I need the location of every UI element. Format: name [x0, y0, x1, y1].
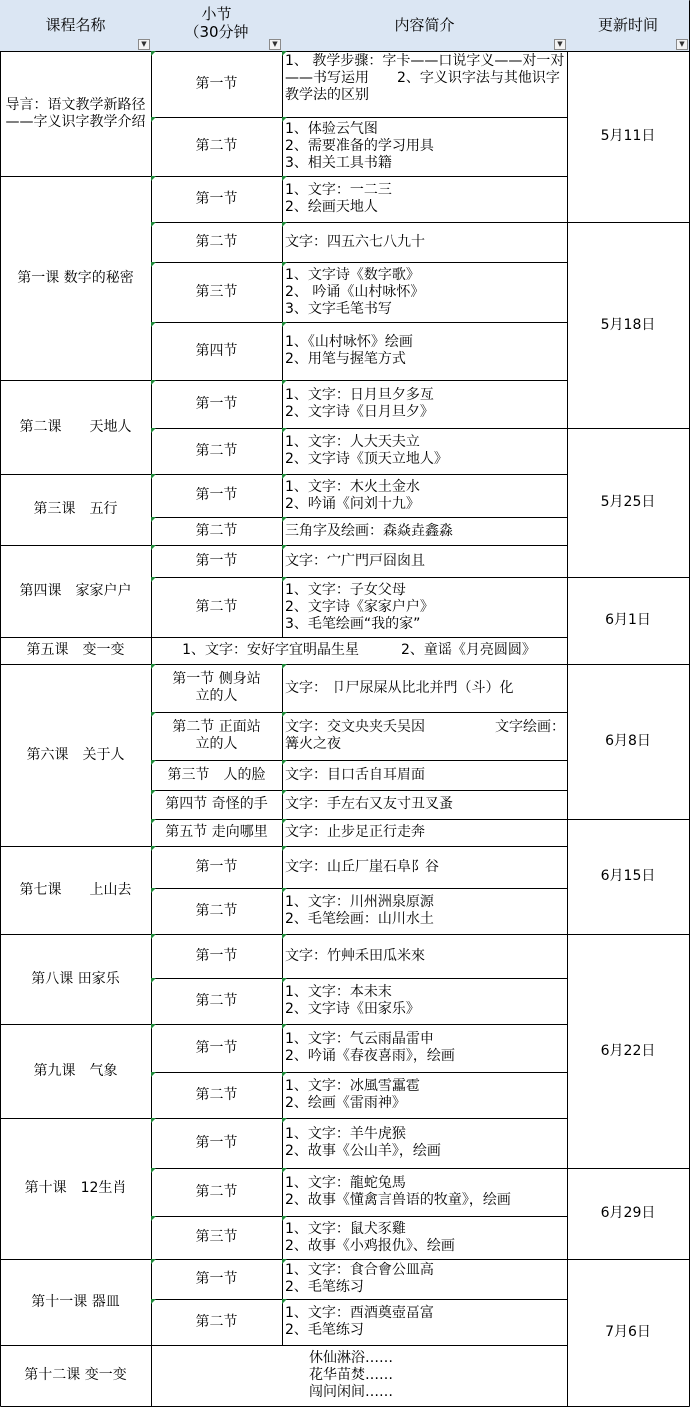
content-cell [282, 517, 567, 545]
section-cell [151, 380, 282, 428]
comment-marker-icon [151, 322, 156, 327]
comment-marker-icon [282, 51, 287, 56]
section-cell [151, 934, 282, 978]
content-cell [282, 1259, 567, 1299]
content-lines [182, 642, 536, 659]
content-line: 1、文字：子女父母 [285, 581, 406, 598]
content-line: 2、故事《懂禽言兽语的牧童》，绘画 [285, 1192, 511, 1208]
header-course-name [0, 0, 151, 51]
content-line: 文字：四五六七八九十 [285, 233, 425, 250]
content-line: 2、绘画《雷雨神》 [285, 1095, 406, 1111]
section-cell [151, 577, 282, 637]
filter-content-dropdown[interactable]: ▼ [554, 39, 566, 50]
content-lines [285, 824, 565, 841]
section-label: 第一节 [195, 1134, 238, 1151]
comment-marker-icon [151, 712, 156, 717]
content-line: 2、需要准备的学习用具 [285, 138, 434, 154]
content-cell [282, 222, 567, 262]
comment-marker-icon [151, 1299, 156, 1304]
update-date: 6月29日 [600, 1205, 656, 1221]
content-lines [285, 948, 565, 965]
content-line: 文字：山丘厂崖石阜阝谷 [285, 858, 439, 875]
content-lines [285, 680, 565, 697]
content-lines [285, 719, 565, 753]
course-name-cell [0, 380, 151, 474]
content-line: 三角字及绘画：森焱垚鑫淼 [285, 522, 453, 539]
update-date-cell [567, 51, 689, 222]
content-lines [285, 767, 565, 784]
comment-marker-icon [151, 117, 156, 122]
content-cell [282, 322, 567, 380]
comment-marker-icon [151, 1259, 156, 1264]
course-name-cell [0, 637, 151, 664]
update-date-cell [567, 1259, 689, 1406]
comment-marker-icon [282, 176, 287, 181]
course-name: 导言：语文教学新路径——字义识字教学介绍 [5, 96, 146, 130]
comment-marker-icon [282, 664, 287, 669]
section-cell [151, 1024, 282, 1072]
content-line: 1、文字：气云雨晶雷申 [285, 1031, 434, 1047]
comment-marker-icon [282, 1072, 287, 1077]
course-name-cell [0, 176, 151, 380]
content-line: 2、毛笔绘画：山川水土 [285, 911, 434, 927]
course-name: 第三课 五行 [33, 501, 118, 517]
section-cell [151, 176, 282, 222]
section-cell [151, 888, 282, 934]
content-line: 文字：手左右又友寸丑叉蚤 [285, 796, 453, 812]
content-lines [285, 984, 565, 1018]
comment-marker-icon [151, 176, 156, 181]
comment-marker-icon [151, 380, 156, 385]
section-label: 第一节 [195, 395, 238, 412]
course-name: 第九课 气象 [33, 1062, 118, 1079]
section-label: 第二节 [195, 442, 238, 459]
content-lines [285, 182, 565, 216]
content-line: 1、文字诗《数字歌》 [285, 266, 420, 283]
section-cell [151, 760, 282, 790]
section-cell [151, 51, 282, 117]
content-cell [282, 428, 567, 474]
content-line: 1、文字：鼠犬豕雞 [285, 1220, 406, 1237]
content-line: 2、文字诗《顶天立地人》 [285, 451, 448, 467]
comment-marker-icon [282, 1168, 287, 1173]
header-update-time-label: 更新时间 [597, 16, 658, 34]
content-lines [285, 1305, 565, 1339]
section-label: 第二节 [195, 902, 238, 919]
comment-marker-icon [282, 790, 287, 795]
update-date: 6月15日 [600, 868, 656, 884]
update-date-cell [567, 577, 689, 664]
content-cell [282, 1118, 567, 1168]
course-name: 第八课 田家乐 [31, 970, 120, 987]
content-line: 休仙淋浴…… [309, 1350, 393, 1366]
course-name: 第十一课 器皿 [31, 1293, 120, 1310]
content-cell [282, 474, 567, 517]
content-line: 1、文字：食合會公皿高 [285, 1262, 434, 1278]
content-lines [285, 894, 565, 928]
content-line: 文字： 卩尸尿屎从比北并門（斗）化 [285, 679, 514, 696]
section-cell [151, 978, 282, 1024]
content-lines [285, 121, 565, 172]
comment-marker-icon [282, 1118, 287, 1123]
section-label: 第二节 [195, 598, 238, 615]
comment-marker-icon [282, 577, 287, 582]
comment-marker-icon [151, 819, 156, 824]
section-label: 第二节 [195, 522, 238, 539]
content-lines [285, 334, 565, 368]
course-name-cell [0, 1118, 151, 1259]
section-cell [151, 819, 282, 846]
course-name-cell [0, 1345, 151, 1406]
content-cell [282, 934, 567, 978]
content-cell [282, 846, 567, 888]
section-cell [151, 790, 282, 819]
content-line: 1、文字：本未末 [285, 984, 392, 1000]
comment-marker-icon [282, 428, 287, 433]
comment-marker-icon [151, 760, 156, 765]
header-section-label-line2: （30分钟 [184, 22, 249, 41]
section-cell [151, 1118, 282, 1168]
section-cell [151, 262, 282, 322]
content-lines [151, 1350, 567, 1401]
section-label: 第三节 [195, 283, 238, 300]
section-label: 第二节 [195, 1183, 238, 1200]
comment-marker-icon [151, 664, 156, 669]
section-label: 第二节 正面站立的人 [172, 719, 261, 752]
content-line: 1、《山村咏怀》绘画 [285, 334, 413, 350]
content-cell [282, 712, 567, 760]
content-lines [285, 1078, 565, 1112]
section-cell [151, 428, 282, 474]
content-lines [285, 234, 565, 251]
section-cell [151, 712, 282, 760]
content-cell [282, 888, 567, 934]
comment-marker-icon [151, 262, 156, 267]
content-line: 闯问闲间…… [309, 1384, 393, 1400]
update-date: 5月25日 [600, 494, 656, 510]
header-update-time [567, 0, 689, 51]
comment-marker-icon [151, 1216, 156, 1221]
section-label: 第四节 奇怪的手 [165, 796, 268, 812]
comment-marker-icon [282, 117, 287, 122]
content-cell [282, 51, 567, 117]
section-label: 第五节 走向哪里 [165, 824, 268, 840]
course-name: 第四课 家家户户 [19, 582, 132, 599]
content-lines [285, 796, 565, 813]
section-cell [151, 474, 282, 517]
section-label: 第一节 侧身站立的人 [172, 671, 261, 704]
content-lines [285, 1221, 565, 1255]
course-name-cell [0, 1024, 151, 1118]
section-label: 第二节 [195, 138, 238, 154]
content-line: 文字：竹艸禾田瓜米來 [285, 947, 425, 964]
content-cell [282, 790, 567, 819]
section-cell [151, 545, 282, 577]
course-name-cell [0, 846, 151, 934]
content-cell [282, 262, 567, 322]
comment-marker-icon [282, 712, 287, 717]
content-cell [282, 1024, 567, 1072]
section-cell [151, 1259, 282, 1299]
content-line: 1、文字：日月旦夕多亙 [285, 387, 434, 403]
comment-marker-icon [151, 888, 156, 893]
content-cell [282, 577, 567, 637]
course-name: 第十二课 变一变 [24, 1367, 127, 1383]
content-lines [285, 434, 565, 468]
comment-marker-icon [151, 1024, 156, 1029]
content-line: 2、 吟诵《山村咏怀》 [285, 283, 425, 300]
course-name-cell [0, 545, 151, 637]
comment-marker-icon [282, 888, 287, 893]
content-line: 1、 教学步骤：字卡——口说字义——对一对——书写运用 2、字义识字法与其他识字教学法的区别 [285, 53, 565, 103]
update-date-cell [567, 819, 689, 934]
content-lines [285, 582, 565, 633]
update-date-cell [567, 222, 689, 428]
update-date: 5月11日 [600, 128, 656, 144]
content-lines [285, 1175, 565, 1209]
content-line: 1、文字：木火土金水 [285, 478, 420, 495]
course-name-cell [0, 664, 151, 846]
section-label: 第一节 [195, 190, 238, 207]
header-content-label: 内容简介 [394, 16, 455, 34]
update-date-cell [567, 428, 689, 577]
content-cell [282, 1216, 567, 1259]
comment-marker-icon [282, 1259, 287, 1264]
section-label: 第二节 [195, 1313, 238, 1330]
section-label: 第二节 [195, 233, 238, 250]
comment-marker-icon [151, 934, 156, 939]
course-name: 第十课 12生肖 [24, 1180, 127, 1196]
section-label: 第三节 人的脸 [167, 766, 266, 783]
section-label: 第一节 [195, 487, 238, 503]
content-cell [282, 664, 567, 712]
update-date: 5月18日 [600, 316, 656, 333]
section-label: 第二节 [195, 1086, 238, 1103]
section-label: 第一节 [195, 1270, 238, 1287]
section-cell [151, 1168, 282, 1216]
header-section [151, 0, 282, 51]
content-line: 3、相关工具书籍 [285, 155, 392, 171]
content-lines [285, 859, 565, 876]
content-cell [282, 819, 567, 846]
section-cell [151, 664, 282, 712]
content-lines [285, 479, 565, 513]
section-label: 第一节 [195, 858, 238, 875]
content-cell [282, 1168, 567, 1216]
content-line: 2、毛笔练习 [285, 1279, 364, 1295]
content-line: 花华苗焚…… [309, 1367, 393, 1383]
comment-marker-icon [151, 545, 156, 550]
content-line: 1、文字：酉酒奠壺畐富 [285, 1305, 434, 1321]
content-line: 文字：止步足正行走奔 [285, 824, 425, 840]
section-cell [151, 222, 282, 262]
section-cell [151, 846, 282, 888]
content-line: 1、文字：龍蛇兔馬 [285, 1175, 406, 1191]
course-name-cell [0, 934, 151, 1024]
content-line: 文字：目口舌自耳眉面 [285, 766, 425, 783]
section-cell [151, 1299, 282, 1345]
filter-course-name-dropdown[interactable]: ▼ [138, 39, 150, 50]
section-cell [151, 1072, 282, 1118]
content-line: 2、吟诵《春夜喜雨》，绘画 [285, 1048, 455, 1064]
course-name-cell [0, 474, 151, 545]
comment-marker-icon [282, 819, 287, 824]
content-line: 2、文字诗《家家户户》 [285, 598, 434, 615]
comment-marker-icon [151, 846, 156, 851]
content-line: 2、毛笔练习 [285, 1322, 364, 1338]
comment-marker-icon [282, 474, 287, 479]
comment-marker-icon [282, 262, 287, 267]
filter-section-dropdown[interactable]: ▼ [269, 39, 281, 50]
content-lines [285, 267, 565, 318]
update-date-cell [567, 1168, 689, 1259]
header-course-name-label: 课程名称 [45, 16, 106, 34]
section-label: 第一节 [195, 552, 238, 569]
merged-content-cell [151, 637, 567, 664]
content-line: 2、吟诵《问刘十九》 [285, 495, 420, 512]
content-lines [285, 553, 565, 570]
section-label: 第四节 [195, 342, 238, 359]
content-line: 1、体验云气图 [285, 121, 378, 137]
comment-marker-icon [282, 1299, 287, 1304]
comment-marker-icon [282, 380, 287, 385]
content-line: 1、文字：冰風雪靁雹 [285, 1078, 420, 1094]
comment-marker-icon [282, 545, 287, 550]
content-cell [282, 1072, 567, 1118]
content-line: 1、文字：川州洲泉原源 [285, 894, 434, 910]
course-name: 第二课 天地人 [19, 418, 132, 435]
section-label: 第一节 [195, 1039, 238, 1056]
section-cell [151, 117, 282, 176]
course-name-cell [0, 51, 151, 176]
section-cell [151, 1216, 282, 1259]
content-cell [282, 176, 567, 222]
section-label: 第一节 [195, 75, 238, 92]
course-name: 第六课 关于人 [26, 746, 125, 763]
comment-marker-icon [282, 1216, 287, 1221]
content-line: 2、用笔与握笔方式 [285, 351, 406, 367]
content-lines [285, 1031, 565, 1065]
course-name: 第一课 数字的秘密 [17, 269, 134, 286]
content-line: 文字：宀广門戸囧囱且 [285, 552, 425, 569]
update-date: 6月8日 [605, 733, 651, 749]
comment-marker-icon [151, 1118, 156, 1123]
comment-marker-icon [282, 517, 287, 522]
comment-marker-icon [282, 934, 287, 939]
content-cell [282, 545, 567, 577]
content-cell [282, 117, 567, 176]
course-name: 第七课 上山去 [19, 881, 132, 898]
filter-update-time-dropdown[interactable]: ▼ [676, 39, 688, 50]
content-line: 2、故事《小鸡报仇》、绘画 [285, 1237, 455, 1254]
content-lines [285, 523, 565, 540]
section-label: 第一节 [195, 947, 238, 964]
content-cell [282, 1299, 567, 1345]
update-date: 6月1日 [605, 612, 651, 628]
content-line: 3、文字毛笔书写 [285, 300, 392, 317]
comment-marker-icon [151, 577, 156, 582]
content-line: 1、文字：一二三 [285, 182, 392, 198]
update-date-cell [567, 664, 689, 819]
merged-content-cell [151, 1345, 567, 1406]
update-date: 7月6日 [605, 1324, 651, 1340]
comment-marker-icon [151, 790, 156, 795]
course-name: 第五课 变一变 [26, 642, 125, 658]
update-date: 6月22日 [600, 1042, 656, 1059]
content-line: 文字：交文央夹夭吴因 文字绘画：篝火之夜 [285, 719, 565, 752]
comment-marker-icon [282, 846, 287, 851]
content-line: 2、文字诗《田家乐》 [285, 1001, 420, 1017]
section-label: 第二节 [195, 992, 238, 1009]
header-content [282, 0, 567, 51]
content-line: 1、文字：安好字宜明晶生星 2、童谣《月亮圆圆》 [182, 642, 536, 658]
section-label: 第三节 [195, 1229, 238, 1245]
content-cell [282, 760, 567, 790]
content-line: 1、文字：人大天夫立 [285, 434, 420, 450]
content-line: 2、文字诗《日月旦夕》 [285, 404, 434, 420]
content-line: 3、毛笔绘画“我的家” [285, 615, 421, 632]
comment-marker-icon [151, 1168, 156, 1173]
content-lines [285, 51, 565, 104]
content-cell [282, 380, 567, 428]
content-lines [285, 387, 565, 421]
content-line: 2、绘画天地人 [285, 199, 378, 215]
section-cell [151, 517, 282, 545]
comment-marker-icon [151, 1072, 156, 1077]
content-lines [285, 1126, 565, 1160]
comment-marker-icon [151, 978, 156, 983]
content-lines [285, 1262, 565, 1296]
comment-marker-icon [151, 517, 156, 522]
header-section-label-line1: 小节 [201, 4, 232, 23]
comment-marker-icon [151, 428, 156, 433]
comment-marker-icon [282, 322, 287, 327]
comment-marker-icon [282, 1024, 287, 1029]
section-cell [151, 322, 282, 380]
content-line: 1、文字：羊牛虎猴 [285, 1126, 406, 1142]
course-name-cell [0, 1259, 151, 1345]
comment-marker-icon [151, 222, 156, 227]
content-line: 2、故事《公山羊》，绘画 [285, 1143, 441, 1159]
comment-marker-icon [282, 222, 287, 227]
content-cell [282, 978, 567, 1024]
comment-marker-icon [151, 51, 156, 56]
update-date-cell [567, 934, 689, 1168]
comment-marker-icon [282, 978, 287, 983]
comment-marker-icon [151, 474, 156, 479]
comment-marker-icon [282, 760, 287, 765]
